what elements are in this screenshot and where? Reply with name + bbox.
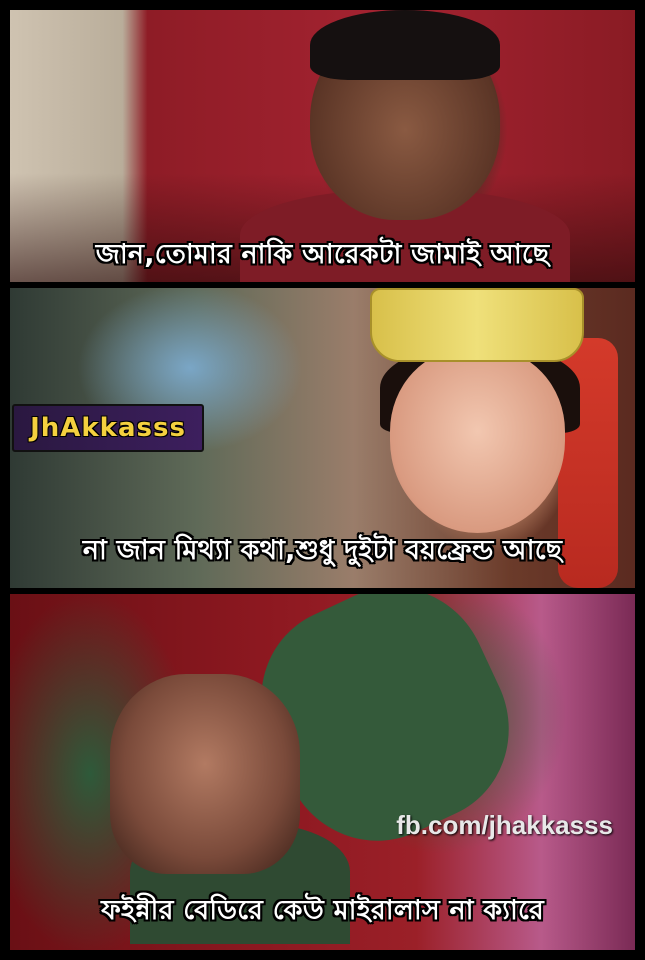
meme-panel-3 <box>10 594 635 950</box>
man-shouting-face <box>110 674 300 874</box>
jhakkasss-logo: JhAkkasss <box>12 404 204 452</box>
meme-panel-1 <box>10 10 635 282</box>
woman-face <box>390 348 565 533</box>
caption-1: জান,তোমার নাকি আরেকটা জামাই আছে <box>95 239 550 270</box>
caption-3: ফইন্নীর বেডিরে কেউ মাইরালাস না ক্যারে <box>101 895 544 926</box>
man-hair <box>310 10 500 80</box>
facebook-watermark: fb.com/jhakkasss <box>396 810 613 840</box>
caption-2: না জান মিথ্যা কথা,শুধু দুইটা বয়ফ্রেন্ড আছে <box>82 535 563 566</box>
woman-hat <box>370 288 584 362</box>
meme-panel-2 <box>10 288 635 588</box>
